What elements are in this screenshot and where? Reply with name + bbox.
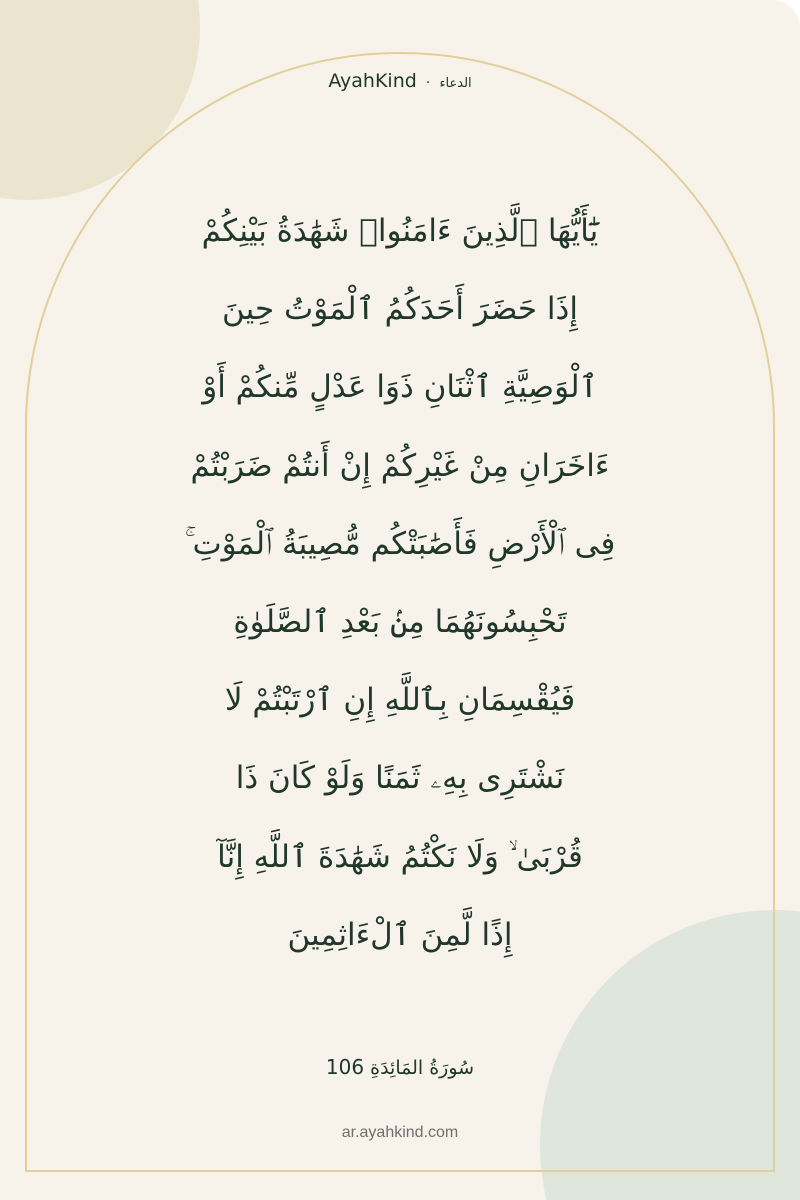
category-label: الدعاء — [439, 76, 472, 91]
brand-name: AyahKind — [328, 70, 417, 92]
verse-line: ءَاخَرَانِ مِنْ غَيْرِكُمْ إِنْ أَنتُمْ ضَرَبْتُمْ — [190, 447, 610, 484]
header — [0, 70, 800, 92]
surah-name: سُورَةُ المَائِدَةِ — [370, 1057, 475, 1079]
verse-text — [80, 192, 720, 974]
verse-line: فَيُقْسِمَانِ بِٱللَّهِ إِنِ ٱرْتَبْتُمْ لَا — [224, 682, 576, 719]
verse-line: إِذًا لَّمِنَ ٱلْءَاثِمِينَ — [287, 916, 513, 953]
verse-line: فِى ٱلْأَرْضِ فَأَصَٰبَتْكُم مُّصِيبَةُ ٱلْمَوْتِ ۚ — [184, 525, 616, 562]
verse-line: يَٰٓأَيُّهَا ٱلَّذِينَ ءَامَنُوا۟ شَهَٰدَةُ بَيْنِكُمْ — [201, 213, 599, 249]
verse-line: تَحْبِسُونَهُمَا مِنۢ بَعْدِ ٱلصَّلَوٰةِ — [233, 603, 567, 640]
header-separator: · — [425, 75, 431, 91]
verse-line: نَشْتَرِى بِهِۦ ثَمَنًا وَلَوْ كَانَ ذَا — [235, 760, 565, 797]
verse-line: قُرْبَىٰ ۙ وَلَا نَكْتُمُ شَهَٰدَةَ ٱللَّهِ إِنَّآ — [217, 838, 583, 875]
ayah-number: 106 — [325, 1055, 365, 1079]
verse-reference — [0, 1055, 800, 1079]
verse-line: إِذَا حَضَرَ أَحَدَكُمُ ٱلْمَوْتُ حِينَ — [222, 291, 578, 328]
site-url: ar.ayahkind.com — [341, 1124, 459, 1141]
verse-line: ٱلْوَصِيَّةِ ٱثْنَانِ ذَوَا عَدْلٍ مِّنكُمْ أَوْ — [202, 369, 598, 406]
